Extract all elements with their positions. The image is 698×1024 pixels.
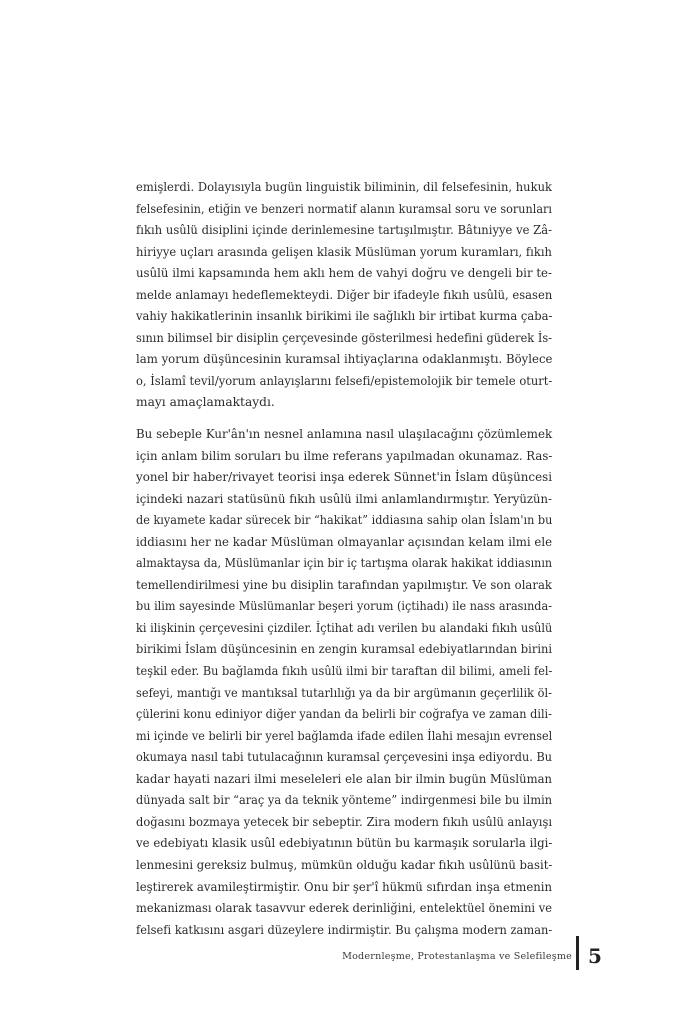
text-line: leştirerek avamileştirmiştir. Onu bir şer'î hükmü sıfırdan inşa etmenin bbox=[136, 879, 553, 894]
text-line: ki ilişkinin çerçevesini çizdiler. İçtihat adı verilen bu alandaki fıkıh usûlü bbox=[136, 620, 553, 635]
text-line: almaktaysa da, Müslümanlar için bir iç tartışma olarak hakikat iddiasının bbox=[136, 556, 553, 571]
body-text bbox=[136, 177, 552, 941]
text-line: fıkıh usûlü disiplini içinde derinlemesine tartışılmıştır. Bâtıniyye ve Zâ- bbox=[136, 223, 553, 238]
text-line: birikimi İslam düşüncesinin en zengin kuramsal edebiyatlarından birini bbox=[136, 642, 553, 657]
text-line: yonel bir haber/rivayet teorisi inşa ederek Sünnet'in İslam düşüncesi bbox=[136, 470, 553, 485]
text-line: iddiasını her ne kadar Müslüman olmayanlar açısından kelam ilmi ele bbox=[136, 534, 553, 549]
text-line: Bu sebeple Kur'ân'ın nesnel anlamına nasıl ulaşılacağını çözümlemek bbox=[136, 427, 553, 442]
paragraph-1 bbox=[136, 177, 552, 414]
text-line: hiriyye uçları arasında gelişen klasik Müslüman yorum kuramları, fıkıh bbox=[136, 244, 552, 259]
text-line: mayı amaçlamaktaydı. bbox=[136, 395, 275, 410]
text-line: de kıyamete kadar sürecek bir “hakikat” iddiasına sahip olan İslam'ın bu bbox=[136, 513, 553, 528]
text-line: mi içinde ve belirli bir yerel bağlamda ifade edilen İlahi mesajın evrensel bbox=[136, 728, 553, 743]
text-line: kadar hayati nazari ilmi meseleleri ele alan bir ilmin bugün Müslüman bbox=[136, 771, 553, 786]
text-line: temellendirilmesi yine bu disiplin tarafından yapılmıştır. Ve son olarak bbox=[136, 577, 552, 592]
text-line: içindeki nazari statüsünü fıkıh usûlü ilmi anlamlandırmıştır. Yeryüzün- bbox=[136, 491, 552, 506]
page-footer bbox=[0, 946, 698, 976]
text-line: sefeyi, mantığı ve mantıksal tutarlılığı ya da bir argümanın geçerlilik öl- bbox=[136, 685, 552, 700]
text-line: melde anlamayı hedeflemekteydi. Diğer bir ifadeyle fıkıh usûlü, esasen bbox=[136, 287, 553, 302]
text-line: felsefi katkısını asgari düzeylere indirmiştir. Bu çalışma modern zaman- bbox=[136, 922, 553, 937]
text-line: o, İslamî tevil/yorum anlayışlarını felsefi/epistemolojik bir temele oturt- bbox=[136, 373, 553, 388]
text-line: çülerini konu ediniyor diğer yandan da belirli bir coğrafya ve zaman dili- bbox=[136, 707, 553, 722]
text-line: okumaya nasıl tabi tutulacağının kuramsal çerçevesini inşa ediyordu. Bu bbox=[136, 750, 553, 765]
text-line: teşkil eder. Bu bağlamda fıkıh usûlü ilmi bir taraftan dil bilimi, ameli fel- bbox=[136, 664, 553, 679]
text-line: vahiy hakikatlerinin insanlık birikimi ile sağlıklı bir irtibat kurma çaba- bbox=[136, 309, 553, 324]
text-line: bu ilim sayesinde Müslümanlar beşeri yorum (içtihadı) ile nass arasında- bbox=[136, 599, 553, 614]
running-title: Modernleşme, Protestanlaşma ve Selefileşme bbox=[342, 951, 572, 962]
text-line: sının bilimsel bir disiplin çerçevesinde gösterilmesi hedefini güderek İs- bbox=[136, 330, 553, 345]
text-line: için anlam bilim soruları bu ilme referans yapılmadan okunamaz. Ras- bbox=[136, 448, 553, 463]
text-line: ve edebiyatı klasik usûl edebiyatının bütün bu karmaşık sorularla ilgi- bbox=[136, 836, 553, 851]
paragraph-2 bbox=[136, 424, 552, 941]
text-line: doğasını bozmaya yetecek bir sebeptir. Zira modern fıkıh usûlü anlayışı bbox=[136, 814, 553, 829]
page-number: 5 bbox=[588, 944, 602, 968]
text-line: usûlü ilmi kapsamında hem aklı hem de vahyi doğru ve dengeli bir te- bbox=[136, 266, 552, 281]
footer-divider bbox=[576, 936, 579, 970]
text-line: lenmesini gereksiz bulmuş, mümkün olduğu kadar fıkıh usûlünü basit- bbox=[136, 857, 553, 872]
text-line: emişlerdi. Dolayısıyla bugün linguistik biliminin, dil felsefesinin, hukuk bbox=[136, 180, 552, 194]
text-line: felsefesinin, etiğin ve benzeri normatif alanın kuramsal soru ve sorunları bbox=[136, 201, 552, 216]
text-line: lam yorum düşüncesinin kuramsal ihtiyaçlarına odaklanmıştı. Böylece bbox=[136, 352, 553, 367]
text-line: mekanizması olarak tasavvur ederek derinliğini, entelektüel önemini ve bbox=[136, 901, 552, 916]
text-line: dünyada salt bir “araç ya da teknik yönteme” indirgenmesi bile bu ilmin bbox=[136, 793, 553, 808]
